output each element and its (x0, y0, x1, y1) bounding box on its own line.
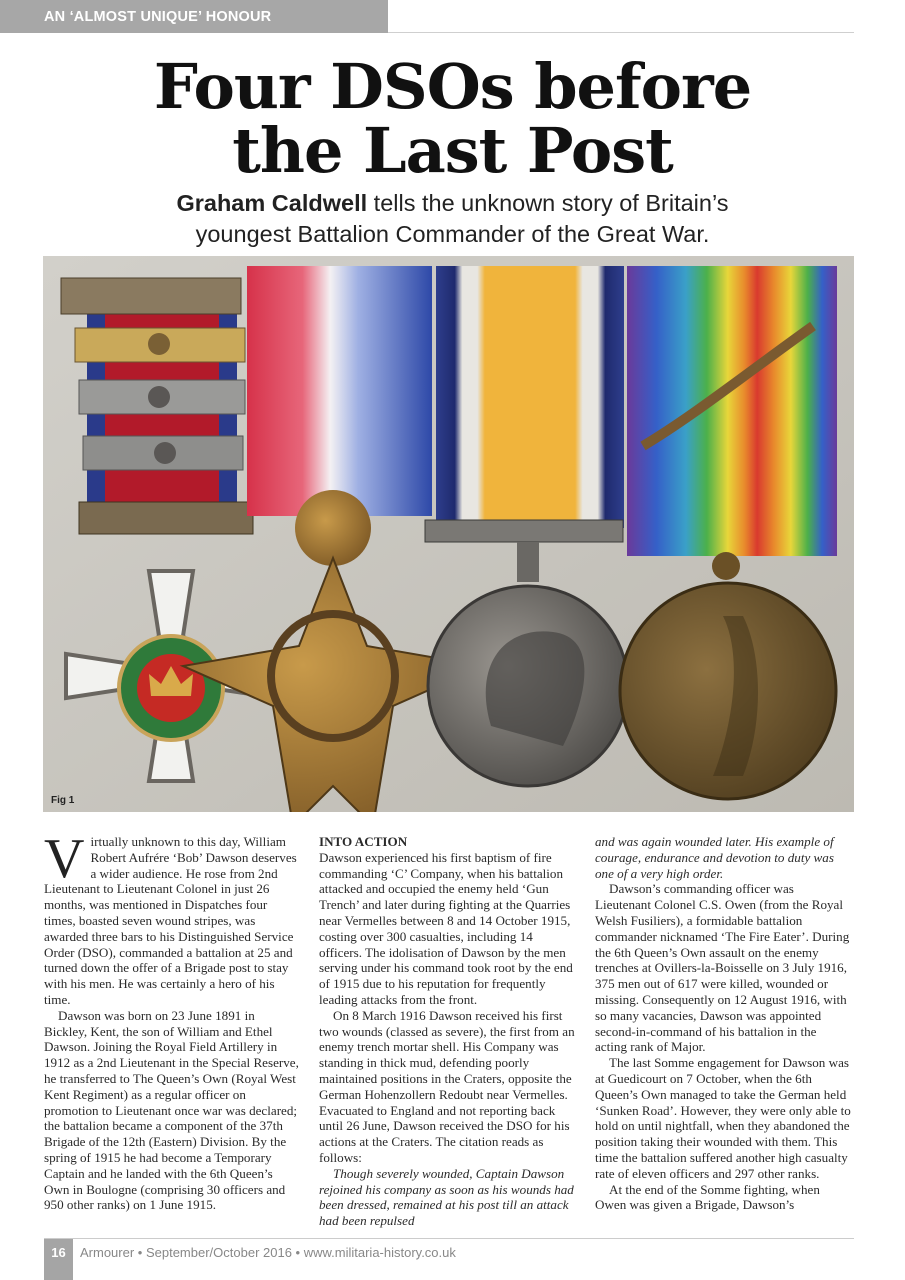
subtitle-line-2: youngest Battalion Commander of the Great War. (195, 221, 710, 247)
medals-illustration (43, 256, 854, 812)
citation-quote: Though severely wounded, Captain Dawson rejoined his company as soon as his wounds had been dressed, remained at his post till an attack had been repulsed (319, 1165, 574, 1229)
citation-quote-continued: and was again wounded later. His example of courage, endurance and devotion to duty was one of a very high order. (595, 834, 834, 881)
article-body (44, 834, 856, 1229)
col1-para-1: irtually unknown to this day, William Robert Aufrére ‘Bob’ Dawson deserves a wider audience. He rose from 2nd Lieutenant to Lieutenant Colonel in just 26 months, was mentioned in Dispatches four times, boasted seven wound stripes, was awarded three bars to his Distinguished Service Order (DSO), commanded a battalion at 25 and turned down the offer of a Brigade post to stay with his men. He was certainly a hero of his time. (44, 834, 297, 1007)
title-line-2: the Last Post (232, 114, 673, 187)
page-number-box (44, 1239, 73, 1280)
column-3 (595, 834, 851, 1229)
title-line-1: Four DSOs before (153, 50, 752, 123)
column-1 (44, 834, 300, 1229)
page-number: 16 (51, 1245, 66, 1260)
figure-label: Fig 1 (51, 795, 75, 806)
article-subtitle (0, 188, 905, 250)
article-title (0, 50, 905, 187)
subtitle-rest: tells the unknown story of Britain’s (367, 190, 729, 216)
medals-photo (43, 256, 854, 812)
section-label: AN ‘ALMOST UNIQUE’ HONOUR (44, 9, 272, 25)
footer-rule (44, 1238, 854, 1239)
section-heading: INTO ACTION (319, 834, 408, 849)
col2-para-2: On 8 March 1916 Dawson received his first two wounds (classed as severe), the first from an enemy trench mortar shell. His Company was standing in thick mud, defending poorly maintained positions in the Craters, opposite the German Hohenzollern Redoubt near Vermelles. Evacuated to England and not reporting back until 26 June, Dawson received the DSO for his actions at the Craters. The citation reads as follows: (319, 1007, 575, 1165)
col3-para-4: At the end of the Somme fighting, when Owen was given a Brigade, Dawson’s (595, 1181, 820, 1213)
section-tab (0, 0, 388, 33)
author-name: Graham Caldwell (176, 190, 368, 216)
col2-para-1: Dawson experienced his first baptism of fire commanding ‘C’ Company, when his battalion attacked and occupied the enemy held ‘Gun Trench’ and later during fighting at the Quarries near Vermelles between 8 and 14 October 1915, costing over 300 casualties, including 14 officers. The idolisation of Dawson by the men serving under his command took root by the end of 1915 due to his reputation for frequently leading attacks from the front. (319, 849, 573, 1007)
footer-text: Armourer • September/October 2016 • www.militaria-history.co.uk (80, 1245, 456, 1260)
top-rule (388, 32, 854, 33)
col1-para-2: Dawson was born on 23 June 1891 in Bickley, Kent, the son of William and Ethel Dawson. Joining the Royal Field Artillery in 1912 as a 2nd Lieutenant in the Special Reserve, he transferred to The Queen’s Own (Royal West Kent Regiment) as a regular officer on promotion to Lieutenant once war was declared; the battalion became a component of the 37th Brigade of the 12th (Eastern) Division. By the spring of 1915 he had become a Temporary Captain and he landed with the 6th Queen’s Own in Boulogne (comprising 30 officers and 950 other ranks) on 1 June 1915. (44, 1007, 299, 1213)
column-2 (319, 834, 575, 1229)
drop-cap: V (44, 834, 85, 890)
col3-para-2: Dawson’s commanding officer was Lieutenant Colonel C.S. Owen (from the Royal Welsh Fusiliers), a formidable battalion commander nicknamed ‘The Fire Eater’. During the 6th Queen’s Own assault on the enemy trenches at Ovillers-la-Boisselle on 3 July 1916, 375 men out of 617 were killed, wounded or missing. Consequently on 12 August 1916, with so many vacancies, Dawson was appointed second-in-command of his battalion in the acting rank of Major. (595, 881, 850, 1055)
col3-para-3: The last Somme engagement for Dawson was at Guedicourt on 7 October, when the 6th Queen’s Own managed to take the German held ‘Sunken Road’. However, they were only able to hold on until nightfall, when they abandoned the position taking their wounded with them. This time the battalion suffered another high casualty rate of eleven officers and 297 other ranks. (595, 1055, 851, 1181)
